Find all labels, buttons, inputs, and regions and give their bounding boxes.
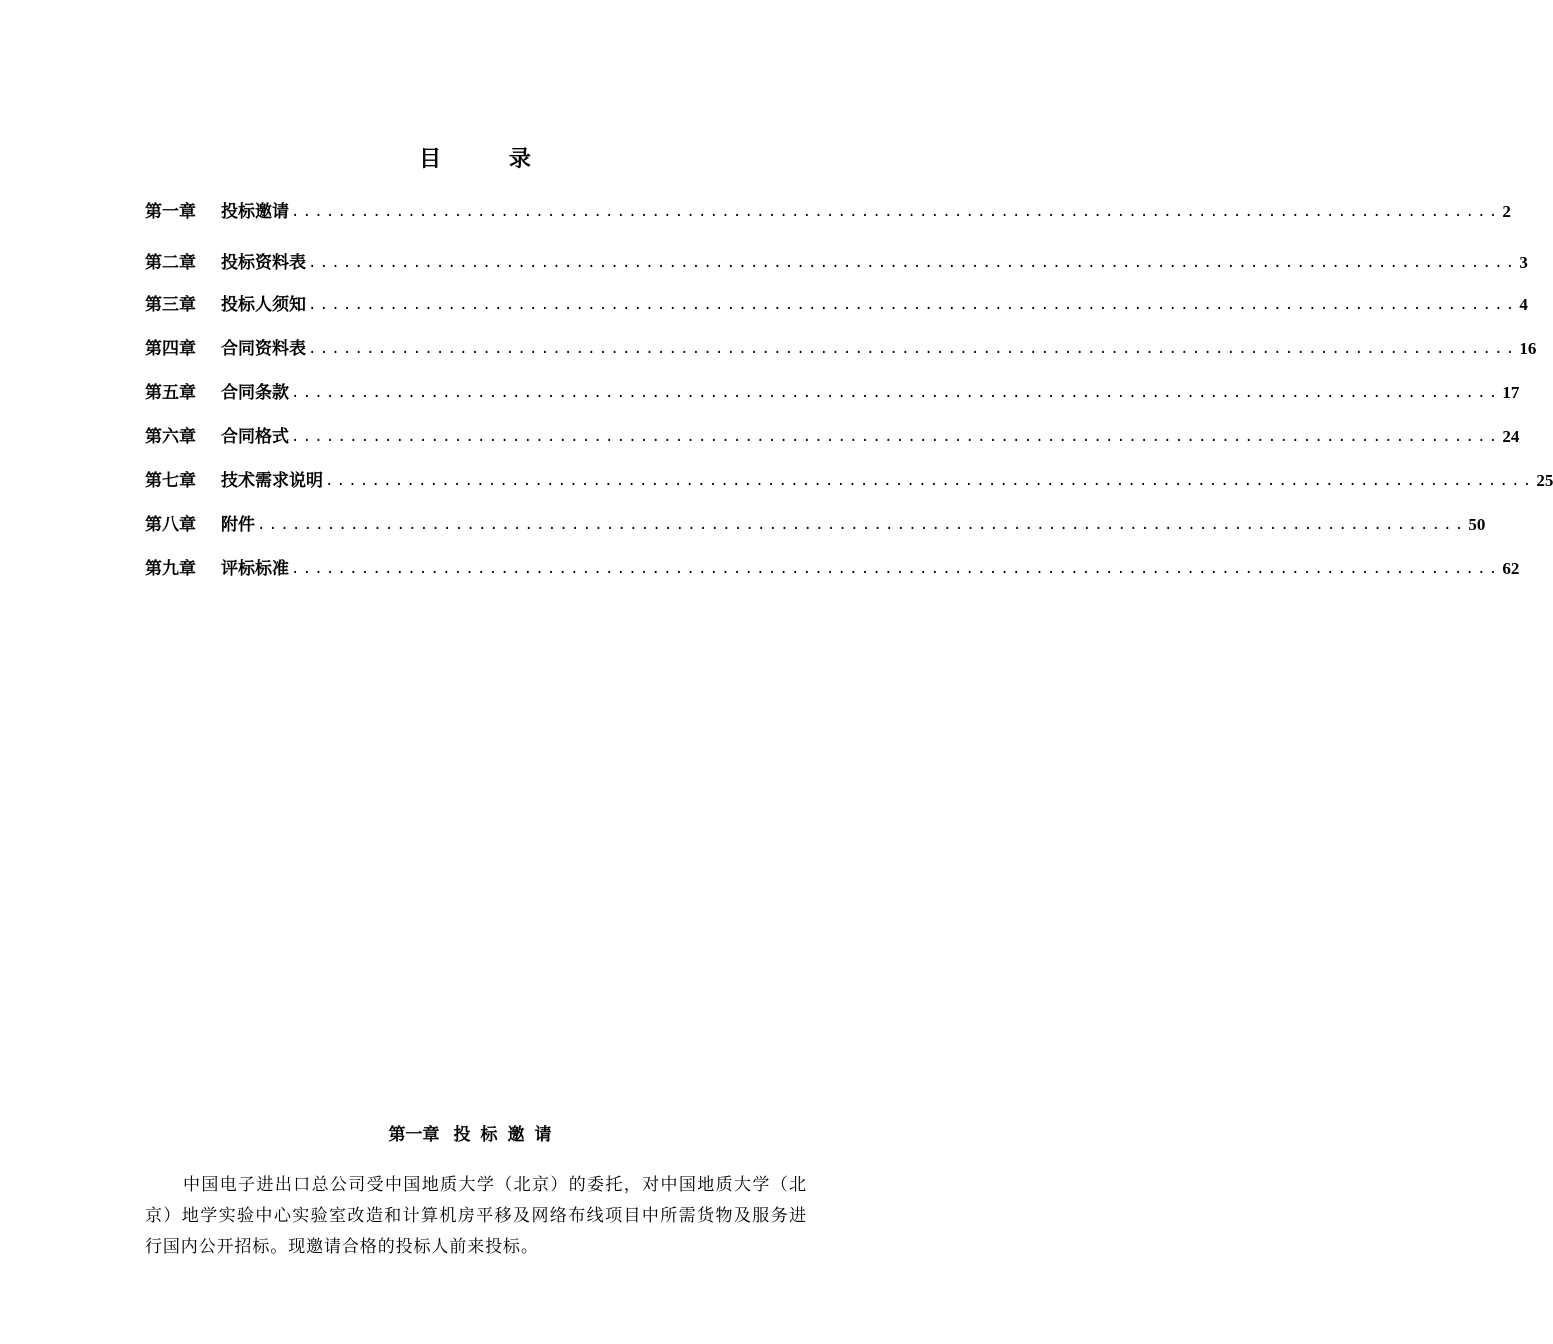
toc-chapter-number: 第九章 xyxy=(145,559,196,579)
toc-page-number: 62 xyxy=(1502,559,1520,578)
toc-page-number: 25 xyxy=(1536,471,1553,490)
toc-chapter-number: 第三章 xyxy=(145,295,196,315)
toc-leader-dots: ........................................................................................................ xyxy=(291,385,1501,401)
toc-leader-dots: ........................................................................................................ xyxy=(291,561,1501,577)
toc-entry[interactable] xyxy=(145,557,1520,581)
toc-page-number: 50 xyxy=(1468,515,1486,534)
toc-chapter-number: 第一章 xyxy=(145,202,196,222)
toc-chapter-title: 附件 xyxy=(221,515,255,535)
invitation-paragraph: 中国电子进出口总公司受中国地质大学（北京）的委托，对中国地质大学（北京）地学实验中心实验室改造和计算机房平移及网络布线项目中所需货物及服务进行国内公开招标。现邀请合格的投标人前来投标。 xyxy=(145,1175,807,1257)
toc-chapter-title: 投标资料表 xyxy=(221,253,306,273)
toc-title: 目 录 xyxy=(419,146,561,172)
toc-chapter-number: 第二章 xyxy=(145,253,196,273)
toc-entry[interactable] xyxy=(145,469,1553,493)
toc-chapter-title: 评标标准 xyxy=(221,559,289,579)
toc-leader-dots: ........................................................................................................ xyxy=(291,204,1501,220)
toc-leader-dots: ........................................................................................................ xyxy=(308,297,1518,313)
chapter-heading xyxy=(0,1120,950,1145)
toc-chapter-title: 合同格式 xyxy=(221,427,289,447)
toc-page-number: 2 xyxy=(1502,202,1511,221)
toc-leader-dots: ........................................................................................................ xyxy=(291,429,1501,445)
toc-page-number: 24 xyxy=(1502,427,1520,446)
toc-entry[interactable] xyxy=(145,293,1528,317)
toc-chapter-title: 合同条款 xyxy=(221,383,289,403)
chapter-number: 第一章 xyxy=(388,1125,440,1145)
toc-leader-dots: ........................................................................................................ xyxy=(308,341,1518,357)
toc-entry[interactable] xyxy=(145,200,1511,224)
chapter-title: 投标邀请 xyxy=(453,1125,562,1145)
toc-chapter-number: 第七章 xyxy=(145,471,196,491)
toc-chapter-title: 合同资料表 xyxy=(221,339,306,359)
toc-entry[interactable] xyxy=(145,337,1537,361)
toc-entry[interactable] xyxy=(145,381,1520,405)
toc-chapter-number: 第六章 xyxy=(145,427,196,447)
toc-page-number: 4 xyxy=(1519,295,1528,314)
toc-chapter-number: 第八章 xyxy=(145,515,196,535)
toc-chapter-title: 投标邀请 xyxy=(221,202,289,222)
toc-leader-dots: ........................................................................................................ xyxy=(325,473,1535,489)
toc-chapter-number: 第五章 xyxy=(145,383,196,403)
toc-entry[interactable] xyxy=(145,251,1528,275)
toc-page-number: 16 xyxy=(1519,339,1537,358)
toc-chapter-number: 第四章 xyxy=(145,339,196,359)
toc-chapter-title: 技术需求说明 xyxy=(221,471,323,491)
toc-page-number: 3 xyxy=(1519,253,1528,272)
toc-page-number: 17 xyxy=(1502,383,1520,402)
toc-entry[interactable] xyxy=(145,513,1486,537)
toc-entry[interactable] xyxy=(145,425,1520,449)
toc-leader-dots: ........................................................................................................ xyxy=(308,255,1518,271)
toc-chapter-title: 投标人须知 xyxy=(221,295,306,315)
toc-leader-dots: ........................................................................................................ xyxy=(257,517,1467,533)
